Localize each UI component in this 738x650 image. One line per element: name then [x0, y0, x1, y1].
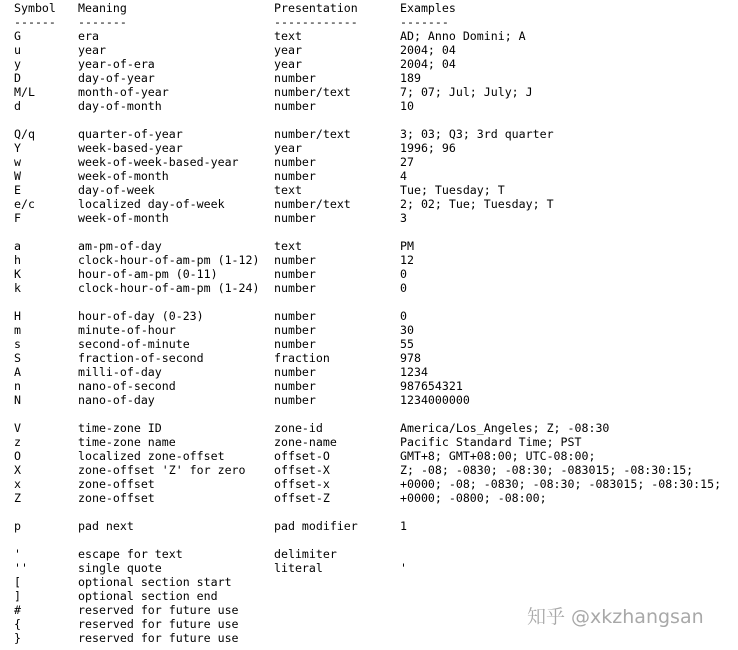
row-examples: +0000; -08; -0830; -08:30; -083015; -08:30:15;	[400, 477, 722, 491]
row-examples: +0000; -0800; -08:00;	[400, 491, 547, 505]
row-meaning: day-of-year	[78, 71, 155, 85]
row-examples: 30	[400, 323, 414, 337]
row-symbol: [	[14, 575, 21, 589]
row-presentation: number	[274, 309, 316, 323]
row-examples: 0	[400, 267, 407, 281]
row-meaning: era	[78, 29, 99, 43]
table-row	[0, 631, 738, 645]
row-symbol: u	[14, 43, 21, 57]
row-meaning: quarter-of-year	[78, 127, 183, 141]
row-presentation: number	[274, 155, 316, 169]
row-meaning: optional section end	[78, 589, 218, 603]
row-meaning: week-based-year	[78, 141, 183, 155]
row-examples: 1234000000	[400, 393, 470, 407]
row-meaning: year	[78, 43, 106, 57]
row-presentation: number	[274, 253, 316, 267]
table-row	[0, 71, 738, 85]
row-examples: 55	[400, 337, 414, 351]
row-symbol: s	[14, 337, 21, 351]
row-presentation: number	[274, 71, 316, 85]
table-row	[0, 449, 738, 463]
row-presentation: pad modifier	[274, 519, 358, 533]
table-row	[0, 421, 738, 435]
row-meaning: single quote	[78, 561, 162, 575]
row-symbol: M/L	[14, 85, 35, 99]
row-symbol: V	[14, 421, 21, 435]
row-meaning: reserved for future use	[78, 631, 239, 645]
row-meaning: pad next	[78, 519, 134, 533]
row-symbol: z	[14, 435, 21, 449]
row-symbol: W	[14, 169, 21, 183]
row-examples: 27	[400, 155, 414, 169]
row-presentation: number	[274, 281, 316, 295]
row-symbol: ''	[14, 561, 28, 575]
row-symbol: p	[14, 519, 21, 533]
row-meaning: day-of-month	[78, 99, 162, 113]
table-row	[0, 239, 738, 253]
row-examples: 3; 03; Q3; 3rd quarter	[400, 127, 554, 141]
row-presentation: offset-X	[274, 463, 330, 477]
row-symbol: G	[14, 29, 21, 43]
row-symbol: k	[14, 281, 21, 295]
underline-meaning: -------	[78, 15, 127, 29]
row-meaning: nano-of-day	[78, 393, 155, 407]
row-presentation: year	[274, 43, 302, 57]
header-symbol: Symbol	[14, 1, 56, 15]
table-row	[0, 477, 738, 491]
row-presentation: year	[274, 141, 302, 155]
row-meaning: milli-of-day	[78, 365, 162, 379]
row-examples: 978	[400, 351, 421, 365]
row-examples: 2004; 04	[400, 57, 456, 71]
row-presentation: number	[274, 379, 316, 393]
underline-examples: -------	[400, 15, 449, 29]
row-symbol: x	[14, 477, 21, 491]
row-symbol: Z	[14, 491, 21, 505]
row-symbol: E	[14, 183, 21, 197]
table-row	[0, 323, 738, 337]
row-symbol: Y	[14, 141, 21, 155]
row-examples: 10	[400, 99, 414, 113]
row-symbol: F	[14, 211, 21, 225]
table-row	[0, 155, 738, 169]
table-row	[0, 253, 738, 267]
row-presentation: number	[274, 99, 316, 113]
table-row	[0, 435, 738, 449]
table-row	[0, 519, 738, 533]
row-examples: Z; -08; -0830; -08:30; -083015; -08:30:15;	[400, 463, 694, 477]
row-examples: 12	[400, 253, 414, 267]
row-examples: '	[400, 561, 407, 575]
row-presentation: zone-name	[274, 435, 337, 449]
table-row	[0, 141, 738, 155]
row-examples: GMT+8; GMT+08:00; UTC-08:00;	[400, 449, 596, 463]
row-presentation: number/text	[274, 85, 351, 99]
table-row	[0, 575, 738, 589]
row-presentation: zone-id	[274, 421, 323, 435]
row-presentation: offset-x	[274, 477, 330, 491]
table-row	[0, 211, 738, 225]
row-presentation: text	[274, 29, 302, 43]
row-examples: 1996; 96	[400, 141, 456, 155]
row-presentation: literal	[274, 561, 323, 575]
row-meaning: reserved for future use	[78, 617, 239, 631]
row-presentation: number	[274, 211, 316, 225]
table-row	[0, 29, 738, 43]
row-symbol: O	[14, 449, 21, 463]
header-presentation: Presentation	[274, 1, 358, 15]
row-meaning: escape for text	[78, 547, 183, 561]
row-examples: 987654321	[400, 379, 463, 393]
row-symbol: S	[14, 351, 21, 365]
row-examples: 0	[400, 309, 407, 323]
row-symbol: ]	[14, 589, 21, 603]
row-examples: Pacific Standard Time; PST	[400, 435, 582, 449]
row-meaning: week-of-month	[78, 169, 169, 183]
table-row	[0, 183, 738, 197]
row-presentation: offset-O	[274, 449, 330, 463]
row-examples: 189	[400, 71, 421, 85]
table-row	[0, 99, 738, 113]
row-presentation: number/text	[274, 197, 351, 211]
row-presentation: number	[274, 169, 316, 183]
table-row	[0, 463, 738, 477]
row-examples: 2004; 04	[400, 43, 456, 57]
row-meaning: nano-of-second	[78, 379, 176, 393]
row-examples: PM	[400, 239, 414, 253]
row-presentation: number	[274, 323, 316, 337]
row-examples: 1	[400, 519, 407, 533]
table-row	[0, 281, 738, 295]
row-examples: Tue; Tuesday; T	[400, 183, 505, 197]
table-row	[0, 169, 738, 183]
row-meaning: second-of-minute	[78, 337, 190, 351]
zhihu-watermark: 知乎 @xkzhangsan	[527, 606, 704, 628]
row-presentation: number	[274, 393, 316, 407]
header-underline-row	[0, 15, 738, 29]
row-meaning: fraction-of-second	[78, 351, 204, 365]
row-symbol: y	[14, 57, 21, 71]
row-examples: 7; 07; Jul; July; J	[400, 85, 533, 99]
row-presentation: year	[274, 57, 302, 71]
underline-presentation: ------------	[274, 15, 358, 29]
row-meaning: localized zone-offset	[78, 449, 225, 463]
table-row	[0, 393, 738, 407]
row-symbol: K	[14, 267, 21, 281]
row-meaning: am-pm-of-day	[78, 239, 162, 253]
row-meaning: week-of-month	[78, 211, 169, 225]
table-row	[0, 267, 738, 281]
row-symbol: }	[14, 631, 21, 645]
row-meaning: month-of-year	[78, 85, 169, 99]
table-row	[0, 589, 738, 603]
row-meaning: localized day-of-week	[78, 197, 225, 211]
row-meaning: clock-hour-of-am-pm (1-24)	[78, 281, 260, 295]
row-presentation: number	[274, 365, 316, 379]
row-examples: 2; 02; Tue; Tuesday; T	[400, 197, 554, 211]
row-symbol: N	[14, 393, 21, 407]
row-symbol: #	[14, 603, 21, 617]
row-presentation: number	[274, 337, 316, 351]
header-meaning: Meaning	[78, 1, 127, 15]
row-meaning: week-of-week-based-year	[78, 155, 239, 169]
row-presentation: number	[274, 267, 316, 281]
row-meaning: time-zone name	[78, 435, 176, 449]
row-meaning: minute-of-hour	[78, 323, 176, 337]
table-row	[0, 85, 738, 99]
row-symbol: n	[14, 379, 21, 393]
row-examples: America/Los_Angeles; Z; -08:30	[400, 421, 610, 435]
row-symbol: Q/q	[14, 127, 35, 141]
row-symbol: a	[14, 239, 21, 253]
row-meaning: reserved for future use	[78, 603, 239, 617]
table-row	[0, 351, 738, 365]
table-row	[0, 547, 738, 561]
row-presentation: text	[274, 183, 302, 197]
row-meaning: optional section start	[78, 575, 232, 589]
row-presentation: delimiter	[274, 547, 337, 561]
table-row	[0, 127, 738, 141]
table-row	[0, 365, 738, 379]
row-meaning: zone-offset	[78, 477, 155, 491]
row-meaning: zone-offset	[78, 491, 155, 505]
header-examples: Examples	[400, 1, 456, 15]
row-presentation: number/text	[274, 127, 351, 141]
row-examples: AD; Anno Domini; A	[400, 29, 526, 43]
row-meaning: year-of-era	[78, 57, 155, 71]
row-examples: 4	[400, 169, 407, 183]
row-symbol: w	[14, 155, 21, 169]
row-symbol: A	[14, 365, 21, 379]
row-symbol: X	[14, 463, 21, 477]
row-meaning: hour-of-am-pm (0-11)	[78, 267, 218, 281]
table-row	[0, 197, 738, 211]
row-symbol: e/c	[14, 197, 35, 211]
row-symbol: h	[14, 253, 21, 267]
row-examples: 0	[400, 281, 407, 295]
row-meaning: hour-of-day (0-23)	[78, 309, 204, 323]
row-examples: 3	[400, 211, 407, 225]
table-row	[0, 379, 738, 393]
table-row	[0, 491, 738, 505]
table-header-row	[0, 1, 738, 15]
row-presentation: fraction	[274, 351, 330, 365]
row-symbol: D	[14, 71, 21, 85]
table-row	[0, 309, 738, 323]
underline-symbol: ------	[14, 15, 56, 29]
row-symbol: '	[14, 547, 21, 561]
row-symbol: {	[14, 617, 21, 631]
row-presentation: offset-Z	[274, 491, 330, 505]
row-meaning: zone-offset 'Z' for zero	[78, 463, 246, 477]
row-meaning: day-of-week	[78, 183, 155, 197]
row-meaning: time-zone ID	[78, 421, 162, 435]
row-symbol: H	[14, 309, 21, 323]
row-meaning: clock-hour-of-am-pm (1-12)	[78, 253, 260, 267]
row-presentation: text	[274, 239, 302, 253]
row-symbol: m	[14, 323, 21, 337]
table-row	[0, 561, 738, 575]
table-row	[0, 43, 738, 57]
row-examples: 1234	[400, 365, 428, 379]
table-row	[0, 57, 738, 71]
row-symbol: d	[14, 99, 21, 113]
table-row	[0, 337, 738, 351]
